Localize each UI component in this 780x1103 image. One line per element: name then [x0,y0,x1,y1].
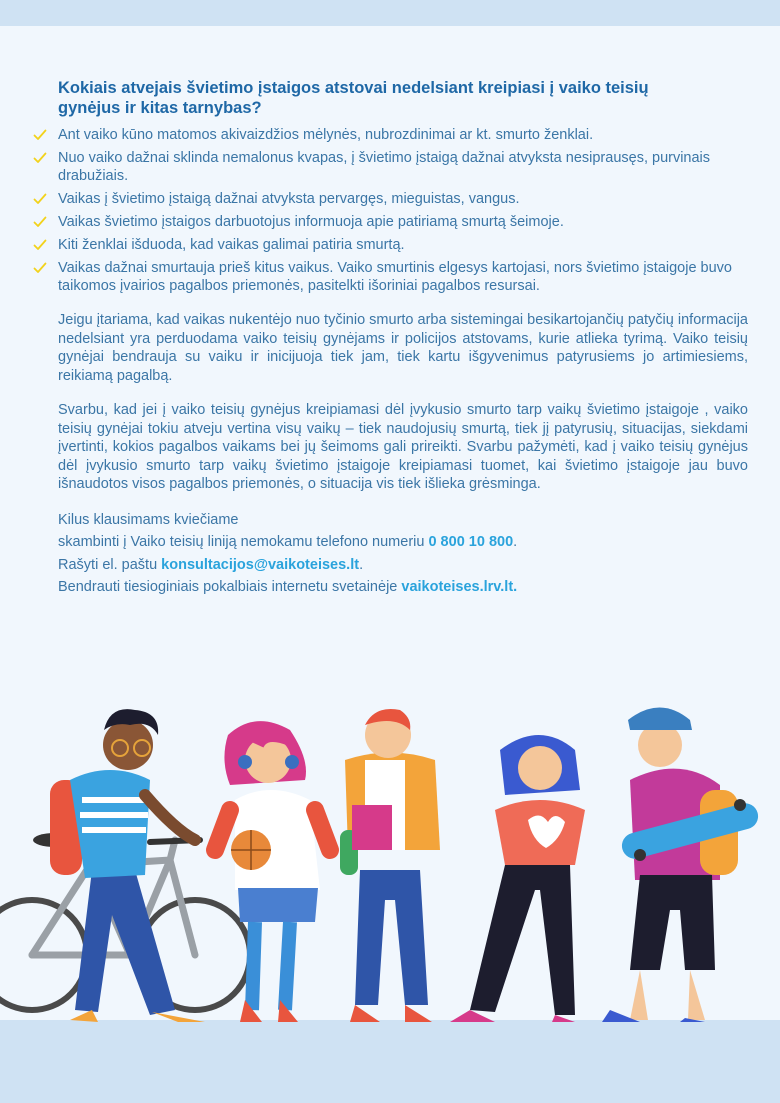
checklist-item [58,126,748,144]
checklist-item-text: Nuo vaiko dažnai sklinda nemalonus kvapas, į švietimo įstaigą dažnai atvyksta nesiprausęs, purvinais drabužiais. [58,150,711,184]
checklist-item [58,190,748,208]
checkmark-icon [33,215,47,229]
phone-number-link[interactable]: 0 800 10 800 [428,534,514,550]
phone-end: . [513,534,518,550]
checkmark-icon [33,151,47,165]
checkmark-icon [33,238,47,252]
checkmark-icon [33,192,47,206]
checkmark-icon [33,128,47,142]
page-heading: Kokiais atvejais švietimo įstaigos atstovai nedelsiant kreipiasi į vaiko teisių gynėjus ir kitas tarnybas? [58,79,649,117]
checklist-item-text: Ant vaiko kūno matomos akivaizdžios mėlynės, nubrozdinimai ar kt. smurto ženklai. [58,127,594,143]
children-illustration [0,700,780,1030]
paragraph-important: Svarbu, kad jei į vaiko teisių gynėjus kreipiamasi dėl įvykusio smurto tarp vaikų švietimo įstaigoje , vaiko teisių gynėjai tokiu atveju vertina visų vaikų – tiek naudojusių smurtą, tiek jį patyrusių, situacijas, siekdami įvertinti, kokios pagalbos vaikams bei jų šeimoms gali prireikti. Svarbu pažymėti, kad į vaiko teisių gynėjus dėl įvykusio smurto tarp vaikų švietimo įstaigoje kreipiamasi tuomet, kai švietimo įstaigoje jau buvo išnaudotos visos pagalbos priemonės, o situacija vis tiek išlieka grėsminga. [58,402,748,492]
checklist-item [58,149,748,185]
checklist-item [58,259,748,295]
checklist-item-text: Vaikas į švietimo įstaigą dažnai atvyksta pervargęs, mieguistas, vangus. [58,191,520,207]
contact-phone-line [58,531,748,554]
main-content [58,78,748,599]
boy-with-books-illustration [340,709,440,1022]
contact-email-line [58,554,748,577]
email-link[interactable]: konsultacijos@vaikoteises.lt [161,556,360,573]
contact-web-line [58,576,748,599]
girl-with-heart-shirt-illustration [450,735,585,1022]
checklist-item-text: Kiti ženklai išduoda, kad vaikas galimai patiria smurtą. [58,237,405,253]
contact-block [58,509,748,599]
boy-with-skateboard-illustration [602,708,761,1023]
phone-text: skambinti į Vaiko teisių liniją nemokamu telefono numeriu [58,534,429,550]
website-link[interactable]: vaikoteises.lrv.lt. [401,579,518,595]
web-text: Bendrauti tiesioginiais pokalbiais internetu svetainėje [58,579,402,595]
contact-intro: Kilus klausimams kviečiame [58,511,239,528]
checklist-item [58,236,748,254]
checkmark-icon [33,261,47,275]
checklist-item [58,213,748,231]
checklist-item-text: Vaikas dažnai smurtauja prieš kitus vaikus. Vaiko smurtinis elgesys kartojasi, nors švietimo įstaigoje buvo taikomos įvairios pagalbos priemonės, pasitelkti išoriniai pagalbos resursai. [58,260,732,294]
paragraph-investigation: Jeigu įtariama, kad vaikas nukentėjo nuo tyčinio smurto arba sistemingai besikartojančių patyčių informacija nedelsiant yra perduodama vaiko teisių gynėjams ir policijos atstovams, kurie atlieka tyrimą. Vaiko teisių gynėjai bendrauja su vaiku ir inicijuoja tiek jam, tiek kartu išgyvenimus patyrusiems jo artimiesiems, reikiamą pagalbą. [58,312,748,384]
top-decorative-band [0,0,780,26]
checklist-item-text: Vaikas švietimo įstaigos darbuotojus informuoja apie patiriamą smurtą šeimoje. [58,214,564,230]
girl-with-basketball-illustration [215,721,330,1022]
email-end: . [359,556,364,573]
boy-with-bicycle-illustration [50,709,205,1022]
email-text: Rašyti el. paštu [58,556,162,573]
checklist [58,126,748,295]
bottom-decorative-band [0,1020,780,1103]
